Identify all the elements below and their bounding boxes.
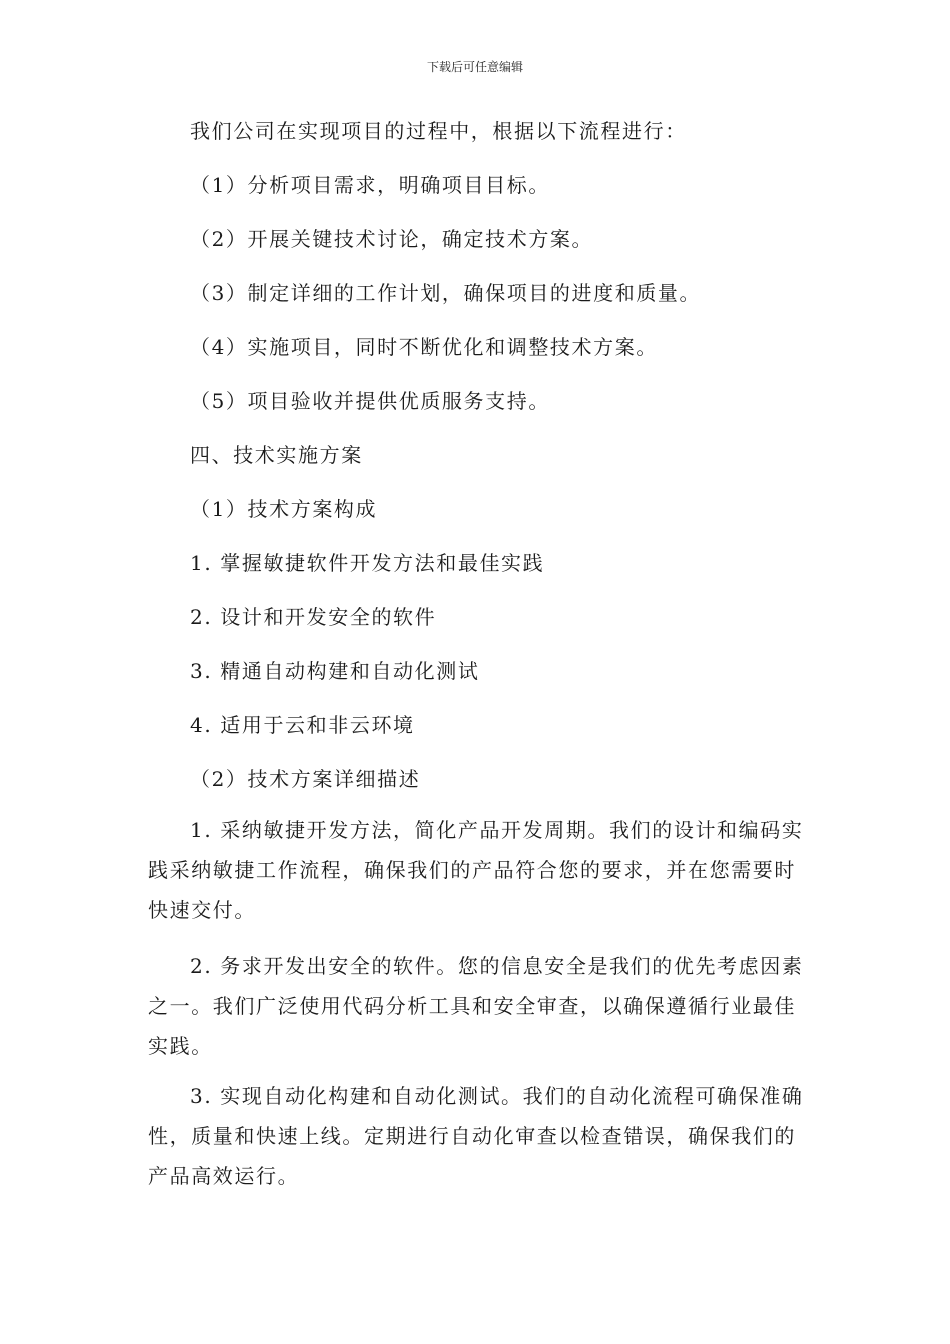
subsection-heading-2: （2）技术方案详细描述 — [190, 767, 421, 791]
process-step-5: （5）项目验收并提供优质服务支持。 — [190, 389, 550, 413]
detail-paragraph-3: 3. 实现自动化构建和自动化测试。我们的自动化流程可确保准确性，质量和快速上线。定期进行自动化审查以检查错误，确保我们的产品高效运行。 — [148, 1084, 804, 1188]
subsection-heading-1: （1）技术方案构成 — [190, 497, 378, 521]
process-step-1: （1）分析项目需求，明确项目目标。 — [190, 173, 550, 197]
list-item: 1. 掌握敏捷软件开发方法和最佳实践 — [190, 551, 545, 575]
process-step-2: （2）开展关键技术讨论，确定技术方案。 — [190, 227, 594, 251]
detail-paragraph-1: 1. 采纳敏捷开发方法，简化产品开发周期。我们的设计和编码实践采纳敏捷工作流程，确保我们的产品符合您的要求，并在您需要时快速交付。 — [148, 818, 804, 922]
section-heading: 四、技术实施方案 — [190, 443, 363, 467]
page-header: 下载后可任意编辑 — [426, 60, 523, 74]
process-step-4: （4）实施项目，同时不断优化和调整技术方案。 — [190, 335, 658, 359]
list-item: 2. 设计和开发安全的软件 — [190, 605, 437, 629]
detail-paragraph-2: 2. 务求开发出安全的软件。您的信息安全是我们的优先考虑因素之一。我们广泛使用代码分析工具和安全审查，以确保遵循行业最佳实践。 — [148, 954, 804, 1058]
list-item: 4. 适用于云和非云环境 — [190, 713, 415, 737]
list-item: 3. 精通自动构建和自动化测试 — [190, 659, 480, 683]
intro-line: 我们公司在实现项目的过程中，根据以下流程进行： — [190, 119, 687, 143]
process-step-3: （3）制定详细的工作计划，确保项目的进度和质量。 — [190, 281, 702, 305]
